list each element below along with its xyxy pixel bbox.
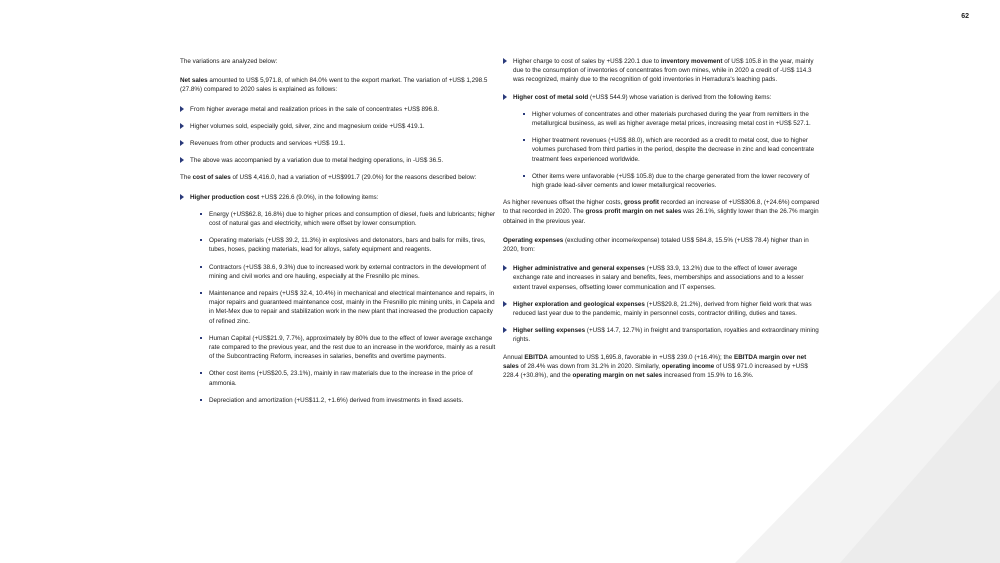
square-bullet-icon xyxy=(200,372,202,374)
triangle-bullet-icon xyxy=(503,265,507,271)
square-bullet-icon xyxy=(200,239,202,241)
triangle-bullet-icon xyxy=(503,327,507,333)
triangle-bullet-icon xyxy=(503,58,507,64)
square-bullet-icon xyxy=(523,175,525,177)
page-number: 62 xyxy=(961,13,969,20)
list-item: The above was accompanied by a variation due to metal hedging operations, in -US$ 36.5. xyxy=(180,156,498,165)
triangle-bullet-icon xyxy=(180,194,184,200)
expense-bullet-list xyxy=(503,264,821,344)
list-item: Higher volumes of concentrates and other materials purchased during the year from remitters in the metallurgical business, as well as higher average metal prices, increasing metal cost in +US$ 527.1. xyxy=(523,110,821,128)
list-item: Higher treatment revenues (+US$ 88.0), which are recorded as a credit to metal cost, due to higher volumes purchased from third parties in the period, despite the decrease in zinc and lead concentrate treatment fees experienced worldwide. xyxy=(523,136,821,164)
list-item: Depreciation and amortization (+US$11.2, +1.6%) derived from investments in fixed assets. xyxy=(200,396,498,405)
triangle-bullet-icon xyxy=(180,140,184,146)
list-item: Contractors (+US$ 38.6, 9.3%) due to increased work by external contractors in the development of mining and civil works and ore hauling, especially at the Fresnillo plc mines. xyxy=(200,263,498,281)
triangle-bullet-icon xyxy=(503,301,507,307)
cost-of-sales-paragraph: The cost of sales of US$ 4,416.0, had a variation of +US$991.7 (29.0%) for the reasons described below: xyxy=(180,174,477,182)
net-sales-text: amounted to US$ 5,971.8, of which 84.0% went to the export market. The variation of +US$ 1,298.5 (27.8%) compared to 2020 sales is explained as follows: xyxy=(180,77,488,94)
square-bullet-icon xyxy=(200,337,202,339)
gross-profit-paragraph: As higher revenues offset the higher costs, gross profit recorded an increase of +US$306.8, (+24.6%) compared to that recorded in 2020. The gross profit margin on net sales was 26.1%, slightly lower than the 26.7% margin obtained in the previous year. xyxy=(503,199,820,225)
list-item: Revenues from other products and services +US$ 19.1. xyxy=(180,139,498,148)
list-item: Higher administrative and general expenses (+US$ 33.9, 13.2%) due to the effect of lower average exchange rate and increases in salary and benefits, fees, memberships and associations and to a lesser extent travel expenses, offsetting lower communication and IT expenses. xyxy=(503,264,821,292)
cost-of-sales-label: cost of sales xyxy=(192,174,231,182)
list-item: From higher average metal and realization prices in the sale of concentrates +US$ 896.8. xyxy=(180,105,498,114)
list-item: Higher cost of metal sold (+US$ 544.9) whose variation is derived from the following items: Higher volumes of concentrates and other materials purchased during the year from remitters in the metallurgical business, as well as higher average metal prices, increasing metal cost in +US$ 527.1. Higher treatment revenues (+US$ 88.0), which are recorded as a credit to metal cost, due to higher volumes purchased from third parties in the period, despite the decrease in zinc and lead concentrate treatment fees experienced worldwide. Other items were unfavorable (+US$ 105.8) due to the charge generated from the lower recovery of high grade lead-silver cements and lower metallurgical recoveries. xyxy=(503,93,821,191)
sales-bullet-list xyxy=(180,105,498,166)
square-bullet-icon xyxy=(200,292,202,294)
net-sales-paragraph xyxy=(180,76,498,94)
production-sub-list xyxy=(200,210,498,405)
left-column xyxy=(180,57,498,413)
square-bullet-icon xyxy=(200,213,202,215)
inventory-bullet-list xyxy=(503,57,821,190)
list-item: Higher production cost +US$ 226.6 (9.0%), in the following items: Energy (+US$62.8, 16.8%) due to higher prices and consumption of diesel, fuels and lubricants; higher cost of natural gas and electricity, which were offset by lower consumption. Operating materials (+US$ 39.2, 11.3%) in explosives and detonators, bars and balls for mills, tires, tubes, hoses, packing materials, lead for alloys, safety equipment and reagents. Contractors (+US$ 38.6, 9.3%) due to increased work by external contractors in the development of mining and civil works and ore hauling, especially at the Fresnillo plc mines. Maintenance and repairs (+US$ 32.4, 10.4%) in mechanical and electrical maintenance and repairs, in major repairs and guaranteed maintenance cost, mainly in the Fresnillo plc mining units, in Capela and in Met-Mex due to repair and stabilization work in the new plant that increased the production capacity of refined zinc. Human Capital (+US$21.9, 7.7%), approximately by 80% due to the effect of lower average exchange rate compared to the previous year, and the rest due to an increase in the workforce, mainly as a result of the Subcontracting Reform, increases in salaries, benefits and overtime payments. Other cost items (+US$20.5, 23.1%), mainly in raw materials due to the increase in the price of ammonia. Depreciation and amortization (+US$11.2, +1.6%) derived from investments in fixed assets. xyxy=(180,193,498,405)
list-item: Maintenance and repairs (+US$ 32.4, 10.4%) in mechanical and electrical maintenance and repairs, in major repairs and guaranteed maintenance cost, mainly in the Fresnillo plc mining units, in Capela and in Met-Mex due to repair and stabilization work in the new plant that increased the production capacity of refined zinc. xyxy=(200,289,498,326)
right-column xyxy=(503,57,821,390)
net-sales-label: Net sales xyxy=(180,77,208,85)
square-bullet-icon xyxy=(200,266,202,268)
triangle-bullet-icon xyxy=(503,94,507,100)
ebitda-paragraph: Annual EBITDA amounted to US$ 1,695.8, favorable in +US$ 239.0 (+16.4%); the EBITDA margin over net sales of 28.4% was down from 31.2% in 2020. Similarly, operating income of US$ 971.0 increased by +US$ 228.4 (+30.8%), and the operating margin on net sales increased from 15.9% to 16.3%. xyxy=(503,353,808,380)
list-item: Human Capital (+US$21.9, 7.7%), approximately by 80% due to the effect of lower average exchange rate compared to the previous year, and the rest due to an increase in the workforce, mainly as a result of the Subcontracting Reform, increases in salaries, benefits and overtime payments. xyxy=(200,334,498,362)
triangle-bullet-icon xyxy=(180,123,184,129)
square-bullet-icon xyxy=(523,113,525,115)
metal-sub-list xyxy=(523,110,821,190)
list-item: Higher volumes sold, especially gold, silver, zinc and magnesium oxide +US$ 419.1. xyxy=(180,122,498,131)
list-item: Higher selling expenses (+US$ 14.7, 12.7%) in freight and transportation, royalties and extraordinary mining rights. xyxy=(503,326,821,344)
intro-paragraph: The variations are analyzed below: xyxy=(180,58,278,65)
list-item: Higher exploration and geological expenses (+US$29.8, 21.2%), derived from higher field work that was reduced last year due to the pandemic, mainly in personnel costs, contractor drilling, duties and taxes. xyxy=(503,300,821,318)
list-item: Other items were unfavorable (+US$ 105.8) due to the charge generated from the lower recovery of high grade lead-silver cements and lower metallurgical recoveries. xyxy=(523,172,821,190)
triangle-bullet-icon xyxy=(180,157,184,163)
production-bullet-list xyxy=(180,193,498,405)
square-bullet-icon xyxy=(523,139,525,141)
list-item: Other cost items (+US$20.5, 23.1%), mainly in raw materials due to the increase in the price of ammonia. xyxy=(200,369,498,387)
square-bullet-icon xyxy=(200,399,202,401)
list-item: Operating materials (+US$ 39.2, 11.3%) in explosives and detonators, bars and balls for mills, tires, tubes, hoses, packing materials, lead for alloys, safety equipment and reagents. xyxy=(200,236,498,254)
list-item: Energy (+US$62.8, 16.8%) due to higher prices and consumption of diesel, fuels and lubricants; higher cost of natural gas and electricity, which were offset by lower consumption. xyxy=(200,210,498,228)
list-item: Higher charge to cost of sales by +US$ 220.1 due to inventory movement of US$ 105.8 in the year, mainly due to the consumption of inventories of concentrates from own mines, while in 2020 a credit of -US$ 114.3 was recognized, mainly due to the recognition of gold inventories in Herradura's leaching pads. xyxy=(503,57,821,85)
operating-expenses-paragraph: Operating expenses (excluding other income/expense) totaled US$ 584.8, 15.5% (+US$ 78.4) higher than in 2020, from: xyxy=(503,236,809,254)
triangle-bullet-icon xyxy=(180,106,184,112)
